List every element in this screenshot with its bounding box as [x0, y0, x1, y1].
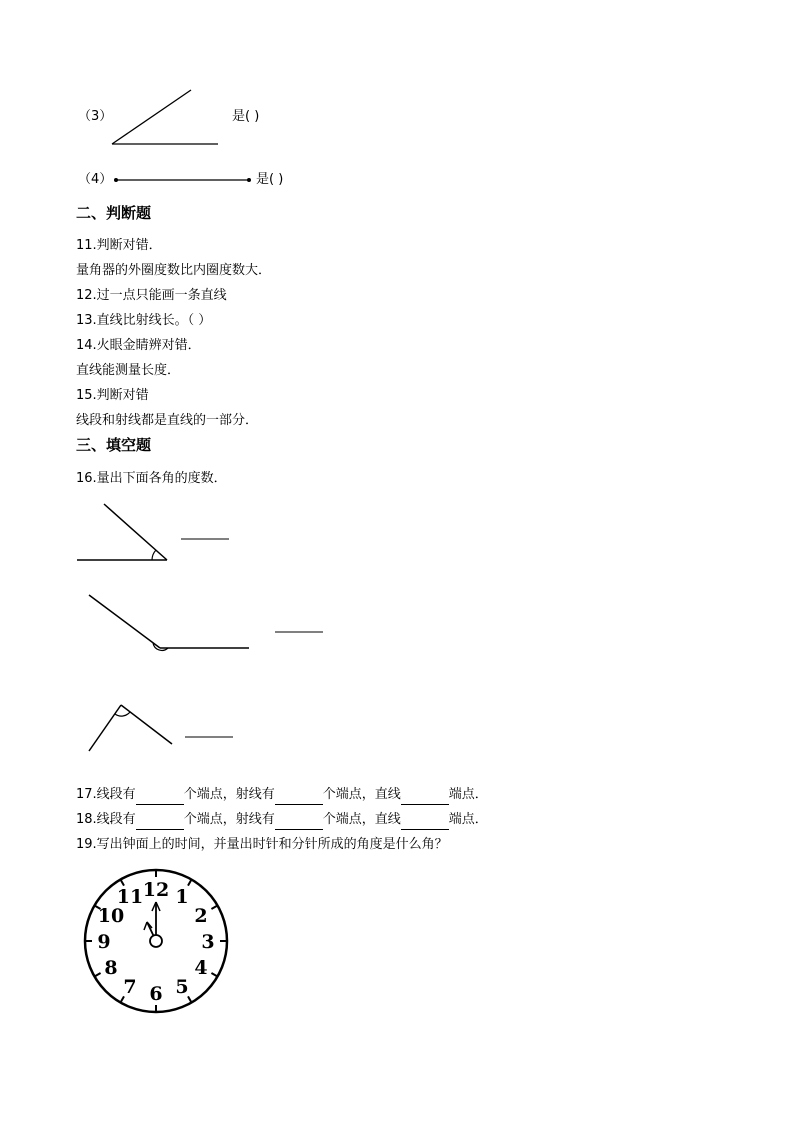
clock-number: 8: [104, 957, 118, 979]
angle-2: [89, 595, 249, 650]
q3-answer: 是( ): [232, 109, 260, 124]
judge-line: 13.直线比射线长。（ ）: [76, 313, 212, 328]
q18-line: 18.线段有 个端点，射线有 个端点，直线 端点．: [76, 811, 488, 830]
q18-blank-2[interactable]: [275, 811, 323, 830]
q17-line: 17.线段有 个端点，射线有 个端点，直线 端点．: [76, 786, 488, 805]
clock-center: [150, 935, 162, 947]
q18-blank-3[interactable]: [401, 811, 449, 830]
angle-1: [77, 504, 167, 560]
judge-line: 12.过一点只能画一条直线: [76, 288, 227, 303]
q16-text: 16.量出下面各角的度数．: [76, 471, 227, 486]
q17-blank-1[interactable]: [136, 786, 184, 805]
clock-number: 6: [149, 983, 163, 1005]
clock-number: 7: [123, 976, 137, 999]
clock-number: 2: [194, 905, 208, 927]
clock-number: 11: [116, 885, 144, 908]
q4-answer: 是( ): [256, 172, 284, 187]
clock-number: 9: [97, 931, 111, 953]
q4-label: （4）: [78, 172, 113, 187]
judge-line: 15.判断对错: [76, 388, 149, 403]
q18-blank-1[interactable]: [136, 811, 184, 830]
clock-face: [83, 868, 229, 1014]
clock-number: 4: [194, 957, 208, 979]
q17-blank-3[interactable]: [401, 786, 449, 805]
q19-text: 19.写出钟面上的时间，并量出时针和分针所成的角度是什么角？: [76, 837, 448, 852]
clock-number: 3: [201, 931, 215, 953]
judge-line: 直线能测量长度．: [76, 363, 181, 378]
clock-number: 1: [175, 885, 189, 908]
judge-line: 11.判断对错．: [76, 238, 162, 253]
q17-blank-2[interactable]: [275, 786, 323, 805]
section-title-fill: 三、填空题: [76, 436, 152, 454]
clock-number: 5: [175, 976, 189, 999]
judge-line: 线段和射线都是直线的一部分．: [76, 413, 259, 428]
clock-number: 12: [142, 879, 170, 901]
judge-line: 14.火眼金睛辨对错．: [76, 338, 201, 353]
section-title-judge: 二、判断题: [76, 204, 152, 222]
angle-3: [89, 705, 172, 751]
clock-number: 10: [97, 905, 125, 927]
judge-line: 量角器的外圈度数比内圈度数大．: [76, 263, 272, 278]
q3-label: （3）: [78, 109, 113, 124]
